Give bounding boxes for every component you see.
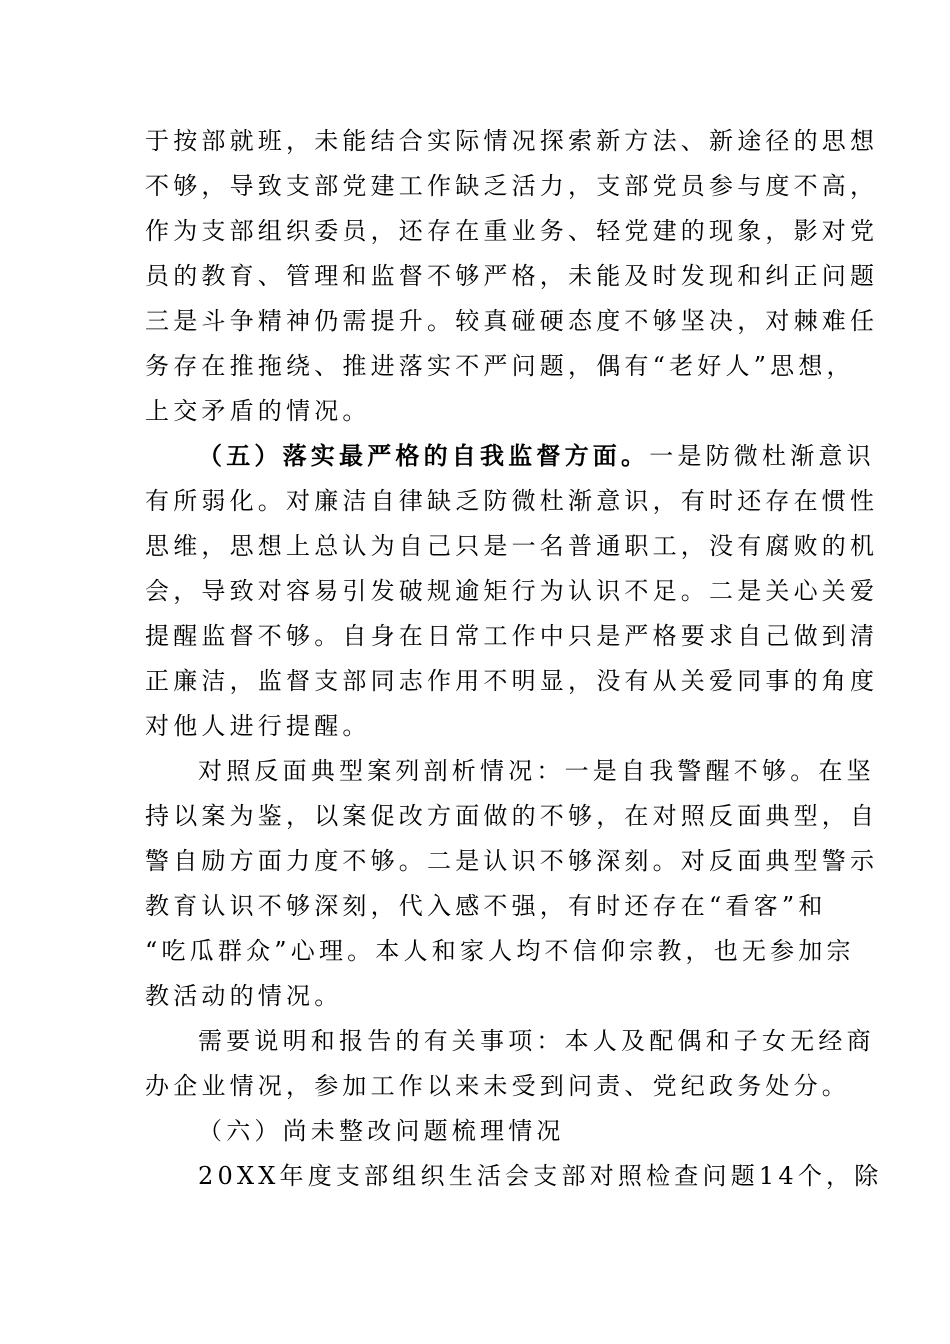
paragraph-start-line: 对照反面典型案列剖析情况：一是自我警醒不够。在坚 bbox=[198, 757, 875, 785]
body-line: 作为支部组织委员，还存在重业务、轻党建的现象，影对党 bbox=[145, 217, 879, 245]
body-line: 正廉洁，监督支部同志作用不明显，没有从关爱同事的角度 bbox=[145, 667, 879, 695]
section-heading-six: （六）尚未整改问题梳理情况 bbox=[198, 1117, 565, 1145]
body-text: 一是防微杜渐意识 bbox=[649, 442, 875, 470]
body-line: 警自励方面力度不够。二是认识不够深刻。对反面典型警示 bbox=[145, 847, 879, 875]
section-heading-five: （五）落实最严格的自我监督方面。 bbox=[198, 441, 650, 470]
body-line: 提醒监督不够。自身在日常工作中只是严格要求自己做到清 bbox=[145, 622, 879, 650]
body-line: 有所弱化。对廉洁自律缺乏防微杜渐意识，有时还存在惯性 bbox=[145, 487, 879, 515]
body-line: 教育认识不够深刻，代入感不强，有时还存在“看客”和 bbox=[145, 892, 827, 920]
body-line: 对他人进行提醒。 bbox=[145, 712, 371, 740]
body-line: 务存在推拖绕、推进落实不严问题，偶有“老好人”思想， bbox=[145, 352, 855, 380]
body-line: 持以案为鉴，以案促改方面做的不够，在对照反面典型，自 bbox=[145, 802, 879, 830]
body-line: 思维，思想上总认为自己只是一名普通职工，没有腐败的机 bbox=[145, 532, 879, 560]
body-line: 员的教育、管理和监督不够严格，未能及时发现和纠正问题 bbox=[145, 262, 879, 290]
body-line: 教活动的情况。 bbox=[145, 982, 343, 1010]
body-line: “吃瓜群众”心理。本人和家人均不信仰宗教，也无参加宗 bbox=[145, 937, 855, 965]
body-line: 于按部就班，未能结合实际情况探索新方法、新途径的思想 bbox=[145, 127, 879, 155]
body-line: 会，导致对容易引发破规逾矩行为认识不足。二是关心关爱 bbox=[145, 577, 879, 605]
section-heading-line bbox=[198, 441, 875, 471]
body-line: 三是斗争精神仍需提升。较真碰硬态度不够坚决，对棘难任 bbox=[145, 307, 879, 335]
body-line: 不够，导致支部党建工作缺乏活力，支部党员参与度不高， bbox=[145, 172, 879, 200]
body-line: 上交矛盾的情况。 bbox=[145, 397, 371, 425]
paragraph-start-line: 20XX年度支部组织生活会支部对照检查问题14个，除 bbox=[198, 1162, 883, 1190]
paragraph-start-line: 需要说明和报告的有关事项：本人及配偶和子女无经商 bbox=[198, 1027, 875, 1055]
body-line: 办企业情况，参加工作以来未受到问责、党纪政务处分。 bbox=[145, 1072, 850, 1100]
